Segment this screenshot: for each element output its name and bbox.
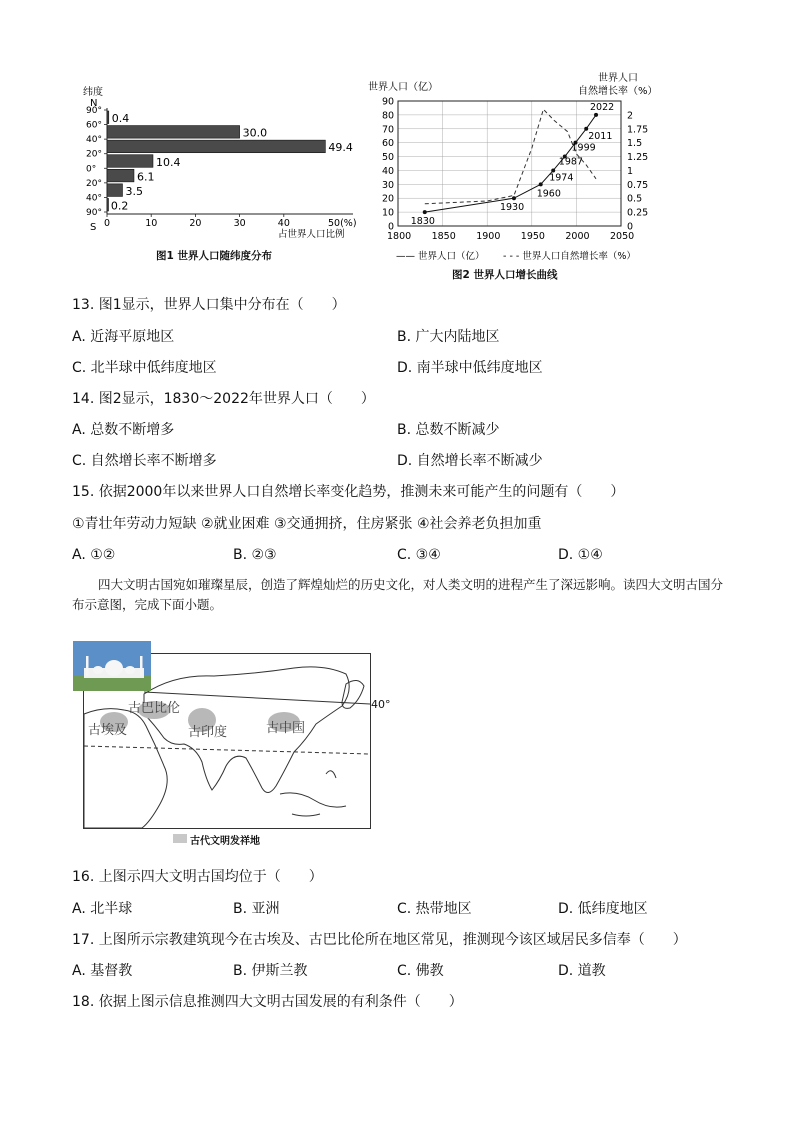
q15-items: ①青壮年劳动力短缺 ②就业困难 ③交通拥挤，住房紧张 ④社会养老负担加重 <box>72 516 542 532</box>
map-lat-40-label: 40° <box>371 698 391 711</box>
fig1-bar-label: 3.5 <box>125 184 143 198</box>
reading-passage: 四大文明古国宛如璀璨星辰，创造了辉煌灿烂的历史文化，对人类文明的进程产生了深远影响。读四大文明古国分布示意图，完成下面小题。 <box>72 577 724 612</box>
fig1-bar-label: 30.0 <box>242 126 268 140</box>
fig2-right-ticks <box>627 110 648 232</box>
mosque-photo <box>73 641 151 691</box>
fig2-left-tick-label: 30 <box>382 179 395 191</box>
q16-option-b[interactable]: B. 亚洲 <box>233 901 280 917</box>
fig2-left-tick-label: 60 <box>382 138 395 150</box>
fig2-right-tick-label: 1.5 <box>627 138 643 150</box>
fig2-point-label: 2022 <box>590 101 615 113</box>
fig1-lat-tick-label: 40° <box>86 193 102 204</box>
q16-option-a[interactable]: A. 北半球 <box>72 901 133 917</box>
fig2-left-tick-label: 70 <box>382 124 395 136</box>
fig2-point-label: 1987 <box>558 156 583 168</box>
fig1-x-tick-label: 30 <box>233 218 246 229</box>
fig2-right-tick-label: 0 <box>627 221 634 233</box>
q17-option-c[interactable]: C. 佛教 <box>397 963 444 979</box>
fig2-point-label: 1960 <box>536 188 561 200</box>
q13-option-d[interactable]: D. 南半球中低纬度地区 <box>397 360 543 376</box>
fig2-point-label: 2011 <box>588 130 613 142</box>
fig1-lat-tick-label: 60° <box>86 120 102 131</box>
map-label-china: 古中国 <box>266 721 306 736</box>
q15-option-d[interactable]: D. ①④ <box>558 547 603 563</box>
fig2-left-axis-title: 世界人口（亿） <box>368 82 438 93</box>
fig1-y-title: 纬度 <box>83 87 103 98</box>
fig2-point-label: 1930 <box>499 202 525 214</box>
fig2-left-tick-label: 80 <box>382 110 395 122</box>
fig2-right-tick-label: 1.75 <box>627 124 649 136</box>
map-label-babylon: 古巴比伦 <box>128 701 181 716</box>
fig2-left-tick-label: 40 <box>382 165 395 177</box>
fig2-x-tick-label: 1900 <box>476 231 501 242</box>
fig1-x-tick-label: 20 <box>189 218 202 229</box>
fig1-pole-s: S <box>90 222 97 233</box>
fig1-bar-label: 10.4 <box>155 155 181 169</box>
map-sea-islands-outline <box>280 771 346 816</box>
fig2-right-axis-title-2: 自然增长率（%） <box>578 86 658 97</box>
fig2-right-tick-label: 0.75 <box>627 179 649 191</box>
fig2-left-tick-label: 20 <box>382 193 395 205</box>
fig2-population-point <box>512 196 516 200</box>
fig1-lat-tick-label: 90° <box>86 106 102 116</box>
fig2-x-ticks <box>387 231 634 242</box>
fig1-lat-tick-label: 90° <box>86 208 102 218</box>
fig1-x-title: 占世界人口比例 <box>278 229 345 240</box>
fig2-x-tick-label: 1800 <box>387 231 412 242</box>
fig1-bar-label: 0.2 <box>110 199 129 213</box>
fig2-population-point <box>594 113 598 117</box>
fig2-right-tick-label: 1.25 <box>627 152 649 164</box>
map-tropic-line <box>84 746 370 754</box>
fig2-right-tick-label: 1 <box>627 165 634 177</box>
fig1-caption: 图1 世界人口随纬度分布 <box>156 250 272 262</box>
fig1-lat-tick-label: 0° <box>86 164 97 175</box>
q17-option-d[interactable]: D. 道教 <box>558 963 606 979</box>
q14-option-c[interactable]: C. 自然增长率不断增多 <box>72 453 217 469</box>
q16-option-d[interactable]: D. 低纬度地区 <box>558 901 648 917</box>
map-legend-swatch <box>173 834 187 843</box>
fig2-right-axis-title-1: 世界人口 <box>598 73 638 84</box>
fig2-x-tick-label: 1850 <box>431 231 456 242</box>
fig2-legend-solid: —— 世界人口（亿） <box>396 251 485 262</box>
fig2-right-tick-label: 0.25 <box>627 207 649 219</box>
q15-option-b[interactable]: B. ②③ <box>233 547 277 563</box>
fig2-point-label: 1974 <box>549 172 574 184</box>
fig2-left-tick-label: 50 <box>382 152 395 164</box>
fig2-right-tick-label: 0.5 <box>627 193 643 205</box>
fig1-x-ticks <box>104 214 290 229</box>
map-label-egypt: 古埃及 <box>88 723 128 738</box>
fig2-population-point <box>423 210 427 214</box>
q16-option-c[interactable]: C. 热带地区 <box>397 901 472 917</box>
fig2-right-tick-label: 2 <box>627 110 634 122</box>
fig1-bar-label: 49.4 <box>328 141 353 155</box>
fig2-caption: 图2 世界人口增长曲线 <box>452 269 558 281</box>
ancient-civilizations-map <box>83 653 371 829</box>
q13-option-a[interactable]: A. 近海平原地区 <box>72 329 175 345</box>
fig1-bar-label: 6.1 <box>136 170 155 184</box>
fig2-x-tick-label: 1950 <box>520 231 545 242</box>
fig2-population-points <box>411 102 614 227</box>
q14-stem: 14. 图2显示，1830～2022年世界人口（ ） <box>72 391 375 407</box>
fig1-lat-tick-label: 20° <box>86 178 102 189</box>
q14-option-d[interactable]: D. 自然增长率不断减少 <box>397 453 543 469</box>
fig1-x-tick-label: 10 <box>145 218 158 229</box>
fig2-x-tick-label: 2050 <box>610 231 635 242</box>
figure1-latitude-population-chart <box>78 84 368 240</box>
fig2-left-ticks <box>382 97 394 233</box>
fig2-legend-dashed: - - - 世界人口自然增长率（%） <box>503 251 636 262</box>
fig1-x-unit: 50(%) <box>328 218 357 229</box>
q15-option-c[interactable]: C. ③④ <box>397 547 441 563</box>
q13-stem: 13. 图1显示，世界人口集中分布在（ ） <box>72 297 346 313</box>
map-drawing <box>84 654 370 828</box>
map-legend-label: 古代文明发祥地 <box>190 836 260 847</box>
fig1-bars <box>107 111 353 213</box>
q17-option-a[interactable]: A. 基督教 <box>72 963 133 979</box>
fig2-point-label: 1830 <box>410 216 435 228</box>
fig1-bar <box>107 184 122 197</box>
q14-option-b[interactable]: B. 总数不断减少 <box>397 422 500 438</box>
fig1-bar <box>107 169 134 182</box>
q18-stem: 18. 依据上图示信息推测四大文明古国发展的有利条件（ ） <box>72 994 463 1010</box>
map-japan-outline <box>342 680 364 708</box>
fig1-bar-label: 0.4 <box>111 112 130 126</box>
fig1-latitude-ticks <box>86 106 107 218</box>
fig1-pole-n: N <box>90 98 98 109</box>
fig1-lat-tick-label: 40° <box>86 135 102 146</box>
fig2-population-point <box>539 182 543 186</box>
q13-option-c[interactable]: C. 北半球中低纬度地区 <box>72 360 217 376</box>
fig1-bar <box>107 140 325 153</box>
fig2-point-label: 1999 <box>571 142 596 154</box>
q15-stem: 15. 依据2000年以来世界人口自然增长率变化趋势，推测未来可能产生的问题有（ ） <box>72 484 625 500</box>
fig2-left-tick-label: 90 <box>382 96 395 108</box>
q15-option-a[interactable]: A. ①② <box>72 547 116 563</box>
q13-option-b[interactable]: B. 广大内陆地区 <box>397 329 500 345</box>
fig1-x-tick-label: 0 <box>104 218 111 229</box>
q17-stem: 17. 上图所示宗教建筑现今在古埃及、古巴比伦所在地区常见，推测现今该区域居民多信奉（ ） <box>72 932 687 948</box>
figure2-population-growth-chart <box>368 70 668 265</box>
map-eurasia-outline <box>144 667 349 793</box>
fig1-bar <box>107 155 153 168</box>
q14-option-a[interactable]: A. 总数不断增多 <box>72 422 175 438</box>
fig1-bar <box>107 126 240 139</box>
fig1-lat-tick-label: 20° <box>86 149 102 160</box>
fig2-x-tick-label: 2000 <box>565 231 590 242</box>
fig2-left-tick-label: 0 <box>388 221 395 233</box>
fig1-x-tick-label: 40 <box>277 218 290 229</box>
q17-option-b[interactable]: B. 伊斯兰教 <box>233 963 308 979</box>
map-label-india: 古印度 <box>188 725 228 740</box>
q16-stem: 16. 上图示四大文明古国均位于（ ） <box>72 869 323 885</box>
fig2-left-tick-label: 10 <box>382 207 395 219</box>
